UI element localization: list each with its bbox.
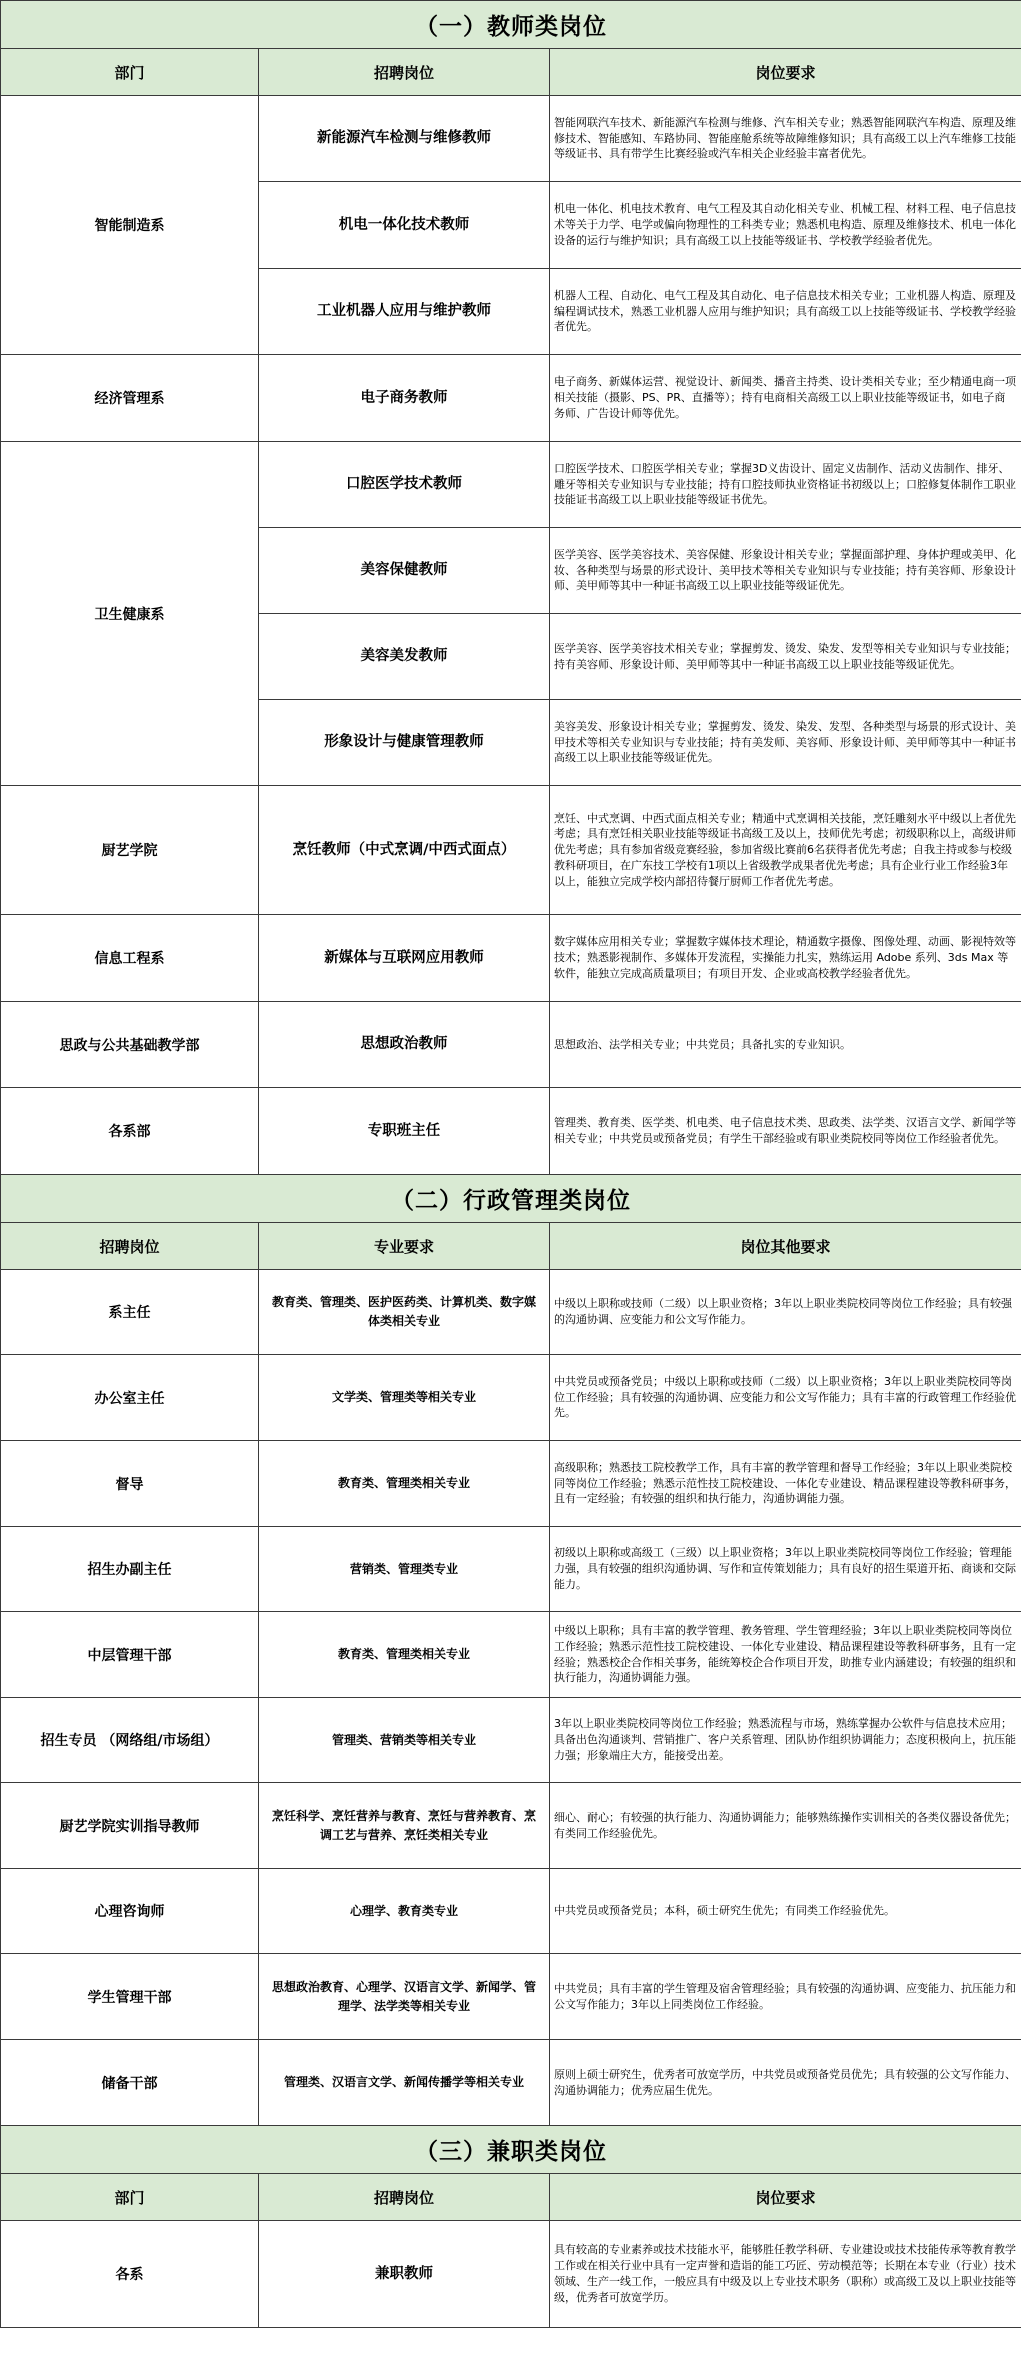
major-cell: 营销类、管理类专业 — [259, 1527, 550, 1612]
position-cell: 兼职教师 — [259, 2221, 550, 2328]
section-title-admin: （二）行政管理类岗位 — [1, 1175, 1021, 1223]
position-cell: 招生专员 （网络组/市场组） — [1, 1698, 259, 1783]
position-cell: 学生管理干部 — [1, 1954, 259, 2040]
requirement-cell: 具有较高的专业素养或技术技能水平，能够胜任教学科研、专业建设或技术技能传承等教育教学工作或在相关行业中具有一定声誉和造诣的能工巧匠、劳动模范等；长期在本专业（行业）技术领域、生产一线工作，一般应具有中级及以上专业技术职务（职称）或高级工及以上职业技能等级，优秀者可放宽学历。 — [550, 2221, 1021, 2328]
position-cell: 机电一体化技术教师 — [259, 182, 550, 269]
dept-cell: 各系 — [1, 2221, 259, 2328]
requirement-cell: 中共党员；具有丰富的学生管理及宿舍管理经验；具有较强的沟通协调、应变能力、抗压能力和公文写作能力；3年以上同类岗位工作经验。 — [550, 1954, 1021, 2040]
major-cell: 管理类、营销类等相关专业 — [259, 1698, 550, 1783]
major-cell: 心理学、教育类专业 — [259, 1869, 550, 1954]
col-header-dept: 部门 — [1, 49, 259, 96]
requirement-cell: 中共党员或预备党员；本科，硕士研究生优先；有同类工作经验优先。 — [550, 1869, 1021, 1954]
position-cell: 电子商务教师 — [259, 355, 550, 442]
requirement-cell: 细心、耐心；有较强的执行能力、沟通协调能力；能够熟练操作实训相关的各类仪器设备优先；有类同工作经验优先。 — [550, 1783, 1021, 1869]
requirement-cell: 思想政治、法学相关专业；中共党员；具备扎实的专业知识。 — [550, 1002, 1021, 1088]
dept-cell: 各系部 — [1, 1088, 259, 1175]
col-header-position: 招聘岗位 — [259, 2174, 550, 2221]
requirement-cell: 中级以上职称或技师（二级）以上职业资格；3年以上职业类院校同等岗位工作经验；具有较强的沟通协调、应变能力和公文写作能力。 — [550, 1270, 1021, 1355]
requirement-cell: 原则上硕士研究生，优秀者可放宽学历，中共党员或预备党员优先；具有较强的公文写作能力、沟通协调能力；优秀应届生优先。 — [550, 2040, 1021, 2126]
position-cell: 新媒体与互联网应用教师 — [259, 915, 550, 1002]
major-cell: 文学类、管理类等相关专业 — [259, 1355, 550, 1441]
dept-cell: 厨艺学院 — [1, 786, 259, 915]
requirement-cell: 智能网联汽车技术、新能源汽车检测与维修、汽车相关专业；熟悉智能网联汽车构造、原理及维修技术、智能感知、车路协同、智能座舱系统等故障维修知识；具有高级工以上汽车维修工技能等级证书、具有带学生比赛经验或汽车相关企业经验丰富者优先。 — [550, 96, 1021, 182]
position-cell: 专职班主任 — [259, 1088, 550, 1175]
col-header-position: 招聘岗位 — [1, 1223, 259, 1270]
col-header-other-requirements: 岗位其他要求 — [550, 1223, 1021, 1270]
section-title-teachers: （一）教师类岗位 — [1, 1, 1021, 49]
dept-cell: 思政与公共基础教学部 — [1, 1002, 259, 1088]
position-cell: 烹饪教师（中式烹调/中西式面点） — [259, 786, 550, 915]
requirement-cell: 数字媒体应用相关专业；掌握数字媒体技术理论，精通数字摄像、图像处理、动画、影视特效等技术；熟悉影视制作、多媒体开发流程，实操能力扎实，熟练运用 Adobe 系列、3ds Max 等软件，能独立完成高质量项目；有项目开发、企业或高校教学经验者优先。 — [550, 915, 1021, 1002]
requirement-cell: 医学美容、医学美容技术、美容保健、形象设计相关专业；掌握面部护理、身体护理或美甲、化妆、各种类型与场景的形式设计、美甲技术等相关专业知识与专业技能；持有美容师、形象设计师、美甲师等其中一种证书高级工以上职业技能等级证优先。 — [550, 528, 1021, 614]
col-header-requirements: 岗位要求 — [550, 49, 1021, 96]
requirement-cell: 口腔医学技术、口腔医学相关专业；掌握3D义齿设计、固定义齿制作、活动义齿制作、排牙、雕牙等相关专业知识与专业技能；持有口腔技师执业资格证书初级以上；口腔修复体制作工职业技能证书高级工以上职业技能等级证书优先。 — [550, 442, 1021, 528]
requirement-cell: 美容美发、形象设计相关专业；掌握剪发、烫发、染发、发型、各种类型与场景的形式设计、美甲技术等相关专业知识与专业技能；持有美发师、美容师、形象设计师、美甲师等其中一种证书高级工以上职业技能等级证优先。 — [550, 700, 1021, 786]
major-cell: 教育类、管理类、医护医药类、计算机类、数字媒体类相关专业 — [259, 1270, 550, 1355]
major-cell: 教育类、管理类相关专业 — [259, 1612, 550, 1698]
position-cell: 厨艺学院实训指导教师 — [1, 1783, 259, 1869]
dept-cell: 卫生健康系 — [1, 442, 259, 786]
col-header-major: 专业要求 — [259, 1223, 550, 1270]
col-header-dept: 部门 — [1, 2174, 259, 2221]
col-header-position: 招聘岗位 — [259, 49, 550, 96]
requirement-cell: 管理类、教育类、医学类、机电类、电子信息技术类、思政类、法学类、汉语言文学、新闻学等相关专业；中共党员或预备党员；有学生干部经验或有职业类院校同等岗位工作经验者优先。 — [550, 1088, 1021, 1175]
requirement-cell: 烹饪、中式烹调、中西式面点相关专业；精通中式烹调相关技能，烹饪雕刻水平中级以上者优先考虑；具有烹饪相关职业技能等级证书高级工及以上，技师优先考虑；初级职称以上，高级讲师优先考虑；具有参加省级竞赛经验，参加省级比赛前6名获得者优先考虑；自我主持或参与校级教科研项目，在广东技工学校有1项以上省级教学成果者优先考虑；具有企业行业工作经验3年以上，能独立完成学校内部招待餐厅厨师工作者优先考虑。 — [550, 786, 1021, 915]
position-cell: 办公室主任 — [1, 1355, 259, 1441]
position-cell: 工业机器人应用与维护教师 — [259, 269, 550, 355]
requirement-cell: 中级以上职称；具有丰富的教学管理、教务管理、学生管理经验；3年以上职业类院校同等岗位工作经验；熟悉示范性技工院校建设、一体化专业建设、精品课程建设等教科研事务，且有一定经验；熟悉校企合作相关事务，能统筹校企合作项目开发，助推专业内涵建设；有较强的组织和执行能力，沟通协调能力强。 — [550, 1612, 1021, 1698]
major-cell: 管理类、汉语言文学、新闻传播学等相关专业 — [259, 2040, 550, 2126]
requirement-cell: 电子商务、新媒体运营、视觉设计、新闻类、播音主持类、设计类相关专业；至少精通电商一项相关技能（摄影、PS、PR、直播等）；持有电商相关高级工以上职业技能等级证书，如电子商务师、广告设计师等优先。 — [550, 355, 1021, 442]
col-header-requirements: 岗位要求 — [550, 2174, 1021, 2221]
major-cell: 教育类、管理类相关专业 — [259, 1441, 550, 1527]
dept-cell: 信息工程系 — [1, 915, 259, 1002]
requirement-cell: 初级以上职称或高级工（三级）以上职业资格；3年以上职业类院校同等岗位工作经验；管理能力强，具有较强的组织沟通协调、写作和宣传策划能力；具有良好的招生渠道开拓、商谈和交际能力。 — [550, 1527, 1021, 1612]
position-cell: 储备干部 — [1, 2040, 259, 2126]
requirement-cell: 医学美容、医学美容技术相关专业；掌握剪发、烫发、染发、发型等相关专业知识与专业技能；持有美容师、形象设计师、美甲师等其中一种证书高级工以上职业技能等级证优先。 — [550, 614, 1021, 700]
position-cell: 思想政治教师 — [259, 1002, 550, 1088]
major-cell: 烹饪科学、烹饪营养与教育、烹饪与营养教育、烹调工艺与营养、烹饪类相关专业 — [259, 1783, 550, 1869]
dept-cell: 智能制造系 — [1, 96, 259, 355]
requirement-cell: 机电一体化、机电技术教育、电气工程及其自动化相关专业、机械工程、材料工程、电子信息技术等关于力学、电学或偏向物理性的工科类专业；熟悉机电构造、原理及维修技术、机电一体化设备的运行与维护知识；具有高级工以上技能等级证书、学校教学经验者优先。 — [550, 182, 1021, 269]
requirement-cell: 3年以上职业类院校同等岗位工作经验；熟悉流程与市场，熟练掌握办公软件与信息技术应用；具备出色沟通谈判、营销推广、客户关系管理、团队协作组织协调能力；态度积极向上，抗压能力强；形象端庄大方，能接受出差。 — [550, 1698, 1021, 1783]
position-cell: 督导 — [1, 1441, 259, 1527]
position-cell: 美容保健教师 — [259, 528, 550, 614]
position-cell: 系主任 — [1, 1270, 259, 1355]
position-cell: 中层管理干部 — [1, 1612, 259, 1698]
major-cell: 思想政治教育、心理学、汉语言文学、新闻学、管理学、法学类等相关专业 — [259, 1954, 550, 2040]
position-cell: 心理咨询师 — [1, 1869, 259, 1954]
requirement-cell: 中共党员或预备党员；中级以上职称或技师（二级）以上职业资格；3年以上职业类院校同等岗位工作经验；具有较强的沟通协调、应变能力和公文写作能力；具有丰富的行政管理工作经验优先。 — [550, 1355, 1021, 1441]
position-cell: 新能源汽车检测与维修教师 — [259, 96, 550, 182]
requirement-cell: 高级职称；熟悉技工院校教学工作，具有丰富的教学管理和督导工作经验；3年以上职业类院校同等岗位工作经验；熟悉示范性技工院校建设、一体化专业建设、精品课程建设等教科研事务，且有一定经验；有较强的组织和执行能力，沟通协调能力强。 — [550, 1441, 1021, 1527]
requirement-cell: 机器人工程、自动化、电气工程及其自动化、电子信息技术相关专业；工业机器人构造、原理及编程调试技术，熟悉工业机器人应用与维护知识；具有高级工以上技能等级证书、学校教学经验者优先。 — [550, 269, 1021, 355]
position-cell: 招生办副主任 — [1, 1527, 259, 1612]
dept-cell: 经济管理系 — [1, 355, 259, 442]
section-title-parttime: （三）兼职类岗位 — [1, 2126, 1021, 2174]
position-cell: 美容美发教师 — [259, 614, 550, 700]
position-cell: 口腔医学技术教师 — [259, 442, 550, 528]
position-cell: 形象设计与健康管理教师 — [259, 700, 550, 786]
